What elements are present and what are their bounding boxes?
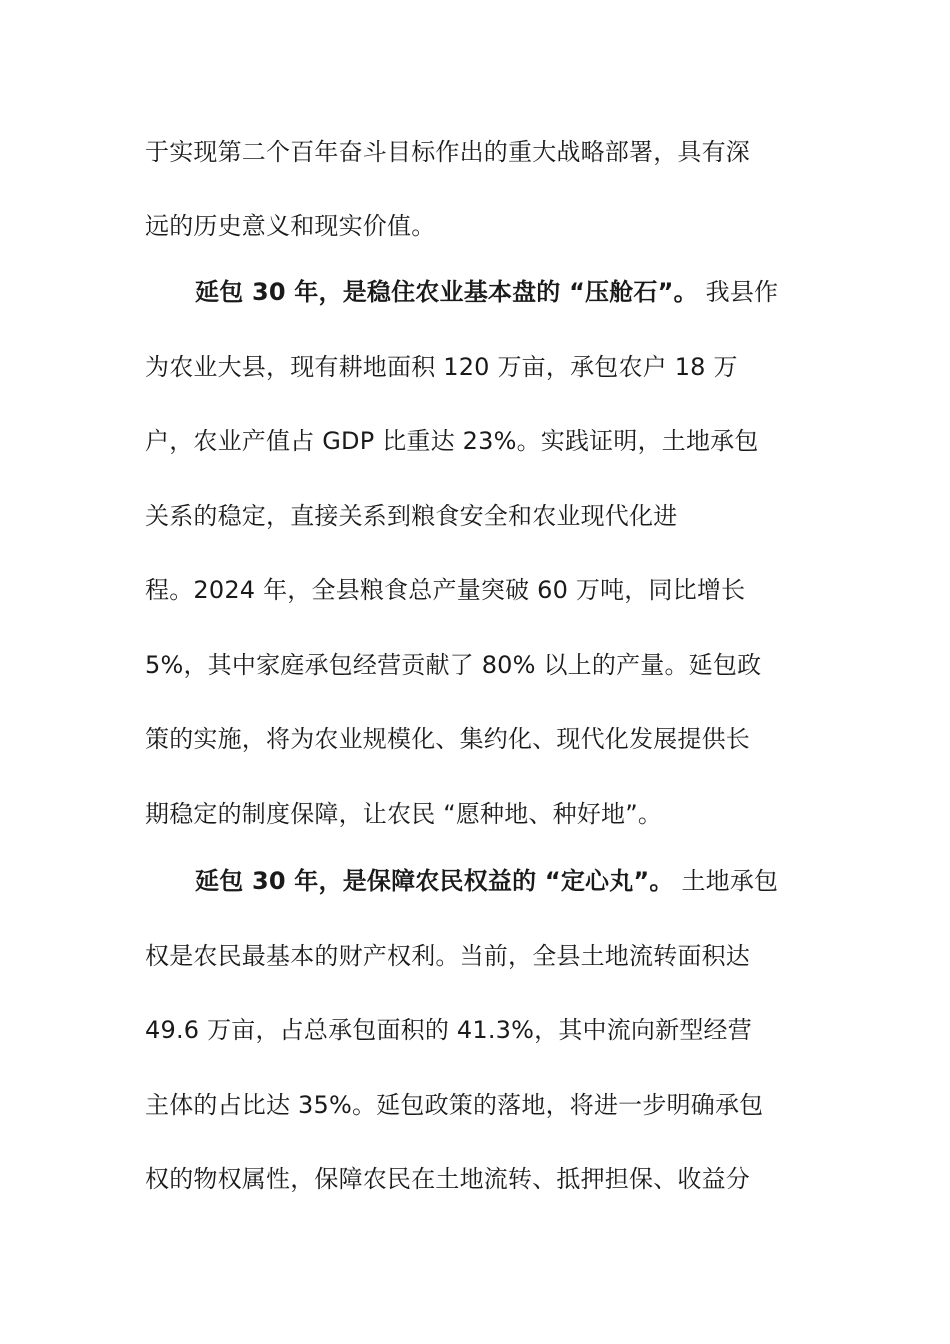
text-line: 于实现第二个百年奋斗目标作出的重大战略部署，具有深: [145, 138, 750, 166]
paragraph-heading: 延包 30 年，是稳住农业基本盘的 “压舱石”。: [195, 278, 698, 306]
text-line: 期稳定的制度保障，让农民 “愿种地、种好地”。: [145, 800, 663, 828]
paragraph-lead-text: 我县作: [697, 278, 779, 306]
text-line: 为农业大县，现有耕地面积 120 万亩，承包农户 18 万: [145, 353, 738, 381]
text-line: 关系的稳定，直接关系到粮食安全和农业现代化进: [145, 502, 678, 530]
text-line: 远的历史意义和现实价值。: [145, 212, 436, 240]
paragraph-lead-text: 土地承包: [673, 867, 779, 895]
text-line: 权是农民最基本的财产权利。当前，全县土地流转面积达: [145, 942, 750, 970]
text-line: 户，农业产值占 GDP 比重达 23%。实践证明，土地承包: [145, 427, 759, 455]
paragraph-heading: 延包 30 年，是保障农民权益的 “定心丸”。: [195, 867, 674, 895]
text-line: 5%，其中家庭承包经营贡献了 80% 以上的产量。延包政: [145, 651, 762, 679]
text-line: 权的物权属性，保障农民在土地流转、抵押担保、收益分: [145, 1165, 750, 1193]
paragraph-heading-line: [195, 866, 778, 896]
text-line: 49.6 万亩，占总承包面积的 41.3%，其中流向新型经营: [145, 1016, 752, 1044]
text-line: 主体的占比达 35%。延包政策的落地，将进一步明确承包: [145, 1091, 764, 1119]
text-line: 策的实施，将为农业规模化、集约化、现代化发展提供长: [145, 725, 750, 753]
paragraph-heading-line: [195, 277, 778, 307]
text-line: 程。2024 年，全县粮食总产量突破 60 万吨，同比增长: [145, 576, 746, 604]
